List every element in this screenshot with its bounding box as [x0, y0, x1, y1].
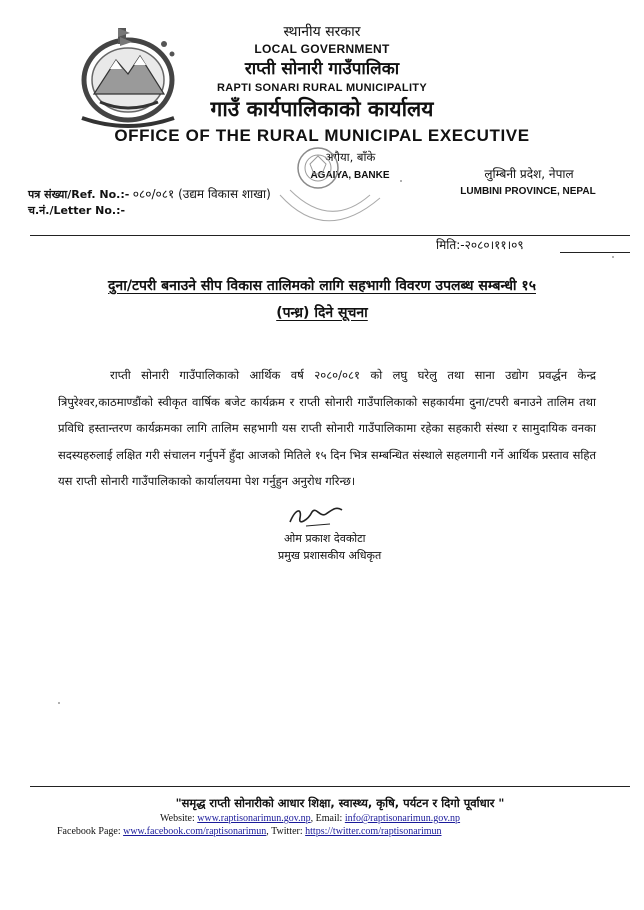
address-en: AGAIYA, BANKE	[310, 170, 390, 181]
municipality-np: राप्ती सोनारी गाउँपालिका	[244, 59, 400, 79]
notice-body: राप्ती सोनारी गाउँपालिकाको आर्थिक वर्ष २०८०/०८१ को लघु घरेलु तथा साना उद्योग प्रवर्द्धन केन्द्र त्रिपुरेश्वर,काठमाण्डौंको स्वीकृत वार्षिक बजेट कार्यक्रम र राप्ती सोनारी गाउँपालिकाको सहकार्यमा दुना/टपरी बनाउने तालिम तथा प्रविधि हस्तान्तरण कार्यक्रमका लागि तालिम सहभागी यस राप्ती सोनारी गाउँपालिकामा रहेका सहकारी संस्था र सामुदायिक वनका सदस्यहरुलाई लक्षित गरी संचालन गर्नुपर्ने हुँदा आजको मितिले १५ दिन भित्र सम्बन्धित संस्थाले सहलगानी गर्ने आर्थिक प्रस्ताव सहित यस राप्ती सोनारी गाउँपालिकाको कार्यालयमा पेश गर्नुहुन अनुरोध गरिन्छ।	[58, 368, 596, 488]
local-government-np: स्थानीय सरकार	[283, 24, 361, 40]
scan-speck	[58, 702, 60, 704]
ref-value: ०८०/०८१ (उद्यम विकास शाखा)	[132, 187, 271, 201]
signatory-name: ओम प्रकाश देवकोटा	[284, 532, 366, 545]
ref-label: पत्र संख्या/Ref. No.:-	[28, 188, 130, 201]
twitter-link[interactable]: https://twitter.com/raptisonarimun	[305, 826, 442, 837]
office-seal-stamp	[270, 140, 390, 240]
ref-line	[28, 185, 271, 202]
subject-line-1: दुना/टपरी बनाउने सीप विकास तालिमको लागि सहभागी विवरण उपलब्ध सम्बन्धी १५	[108, 278, 536, 294]
signatory-title: प्रमुख प्रशासकीय अधिकृत	[278, 549, 382, 562]
footer-slogan: "समृद्ध राप्ती सोनारीको आधार शिक्षा, स्वास्थ्य, कृषि, पर्यटन र दिगो पूर्वाधार "	[175, 796, 505, 810]
email-link[interactable]: info@raptisonarimun.gov.np	[344, 813, 461, 824]
letter-no: च.नं./Letter No.:-	[28, 204, 126, 217]
date: मिति:-२०८०।११।०९	[436, 238, 524, 252]
address-np: अगैया, बाँके	[324, 150, 376, 164]
header-divider	[30, 235, 630, 236]
office-np: गाउँ कार्यपालिकाको कार्यालय	[210, 97, 434, 121]
local-government-en: LOCAL GOVERNMENT	[254, 42, 390, 56]
province-np: लुम्बिनी प्रदेश, नेपाल	[484, 167, 574, 181]
email-label: , Email:	[310, 813, 343, 824]
scan-speck	[400, 180, 402, 182]
facebook-label: Facebook Page:	[57, 826, 121, 837]
municipality-en: RAPTI SONARI RURAL MUNICIPALITY	[217, 82, 427, 94]
handwritten-signature	[286, 500, 346, 530]
scan-speck	[612, 256, 614, 258]
twitter-label: , Twitter:	[266, 826, 303, 837]
subject-line-2: (पन्ध्र) दिने सूचना	[276, 305, 368, 321]
footer-social-line	[57, 826, 442, 837]
footer-web-line	[160, 813, 460, 824]
footer-divider	[30, 786, 630, 787]
facebook-link[interactable]: www.facebook.com/raptisonarimun	[123, 826, 267, 837]
website-label: Website:	[160, 813, 195, 824]
province-en: LUMBINI PROVINCE, NEPAL	[460, 186, 596, 197]
website-link[interactable]: www.raptisonarimun.gov.np	[197, 813, 311, 824]
date-underline	[560, 252, 630, 253]
office-en: OFFICE OF THE RURAL MUNICIPAL EXECUTIVE	[114, 126, 530, 145]
